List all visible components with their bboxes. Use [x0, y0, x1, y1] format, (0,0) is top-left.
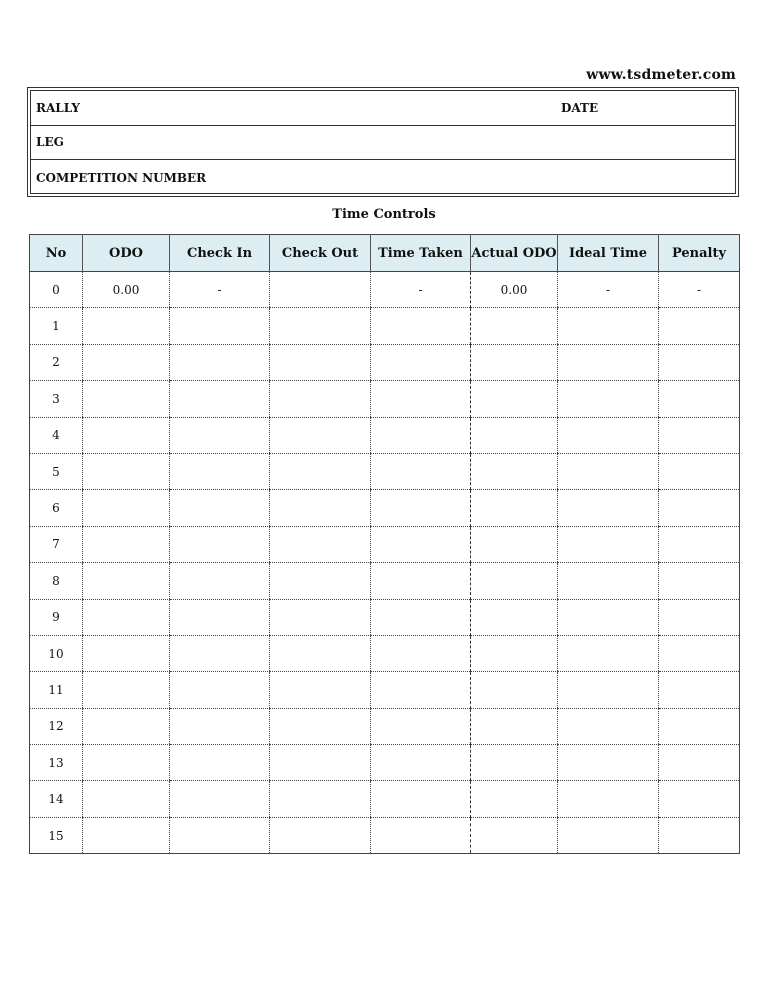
cell-check-out[interactable]	[270, 599, 371, 635]
cell-check-in[interactable]	[170, 599, 270, 635]
cell-check-out[interactable]	[270, 272, 371, 308]
cell-time-taken[interactable]	[371, 526, 471, 562]
cell-check-in[interactable]	[170, 563, 270, 599]
cell-ideal-time[interactable]	[558, 526, 659, 562]
cell-check-in[interactable]	[170, 490, 270, 526]
cell-time-taken[interactable]	[371, 599, 471, 635]
cell-check-out[interactable]	[270, 417, 371, 453]
cell-no: 1	[30, 308, 83, 344]
cell-time-taken[interactable]	[371, 490, 471, 526]
table-row	[30, 344, 740, 380]
cell-penalty[interactable]	[659, 417, 740, 453]
cell-ideal-time[interactable]	[558, 781, 659, 817]
leg-row[interactable]	[31, 126, 735, 161]
cell-ideal-time[interactable]	[558, 453, 659, 489]
col-header-actual-odo: Actual ODO	[471, 235, 558, 272]
cell-check-out[interactable]	[270, 526, 371, 562]
cell-actual-odo[interactable]	[471, 308, 558, 344]
cell-no: 11	[30, 672, 83, 708]
cell-penalty[interactable]	[659, 308, 740, 344]
cell-no: 8	[30, 563, 83, 599]
cell-no: 9	[30, 599, 83, 635]
col-header-odo: ODO	[83, 235, 170, 272]
cell-ideal-time[interactable]	[558, 708, 659, 744]
cell-actual-odo[interactable]	[471, 563, 558, 599]
cell-time-taken[interactable]	[371, 745, 471, 781]
cell-check-in[interactable]	[170, 672, 270, 708]
cell-check-in[interactable]	[170, 817, 270, 853]
table-row	[30, 745, 740, 781]
cell-check-out[interactable]	[270, 817, 371, 853]
cell-check-in[interactable]	[170, 344, 270, 380]
cell-no: 0	[30, 272, 83, 308]
cell-time-taken[interactable]	[371, 781, 471, 817]
cell-actual-odo[interactable]	[471, 745, 558, 781]
cell-actual-odo[interactable]: 0.00	[471, 272, 558, 308]
cell-check-out[interactable]	[270, 708, 371, 744]
cell-check-in[interactable]	[170, 453, 270, 489]
table-row	[30, 635, 740, 671]
cell-penalty[interactable]	[659, 745, 740, 781]
rally-info-inner	[30, 90, 736, 194]
cell-penalty[interactable]	[659, 635, 740, 671]
cell-penalty[interactable]	[659, 453, 740, 489]
cell-ideal-time[interactable]	[558, 817, 659, 853]
cell-ideal-time[interactable]	[558, 563, 659, 599]
cell-check-out[interactable]	[270, 672, 371, 708]
rally-label: RALLY	[36, 100, 80, 115]
cell-ideal-time[interactable]	[558, 599, 659, 635]
cell-odo[interactable]	[83, 526, 170, 562]
cell-no: 12	[30, 708, 83, 744]
website-url: www.tsdmeter.com	[586, 67, 736, 83]
cell-check-out[interactable]	[270, 490, 371, 526]
cell-check-in[interactable]	[170, 526, 270, 562]
cell-check-in[interactable]	[170, 745, 270, 781]
cell-actual-odo[interactable]	[471, 453, 558, 489]
competition-number-row[interactable]	[31, 160, 735, 195]
cell-no: 7	[30, 526, 83, 562]
cell-actual-odo[interactable]	[471, 490, 558, 526]
cell-no: 5	[30, 453, 83, 489]
rally-info-box	[27, 87, 739, 197]
cell-odo[interactable]	[83, 708, 170, 744]
cell-odo[interactable]	[83, 817, 170, 853]
cell-penalty[interactable]	[659, 490, 740, 526]
cell-time-taken[interactable]	[371, 453, 471, 489]
cell-odo[interactable]	[83, 781, 170, 817]
cell-ideal-time[interactable]	[558, 308, 659, 344]
time-controls-table	[29, 234, 740, 854]
cell-odo[interactable]	[83, 672, 170, 708]
cell-ideal-time[interactable]: -	[558, 272, 659, 308]
cell-odo[interactable]	[83, 308, 170, 344]
cell-time-taken[interactable]	[371, 308, 471, 344]
leg-label: LEG	[36, 135, 64, 150]
cell-actual-odo[interactable]	[471, 526, 558, 562]
cell-check-in[interactable]	[170, 781, 270, 817]
cell-odo[interactable]: 0.00	[83, 272, 170, 308]
cell-penalty[interactable]	[659, 526, 740, 562]
cell-check-out[interactable]	[270, 563, 371, 599]
col-header-check-out: Check Out	[270, 235, 371, 272]
cell-time-taken[interactable]	[371, 817, 471, 853]
col-header-time-taken: Time Taken	[371, 235, 471, 272]
cell-no: 6	[30, 490, 83, 526]
cell-penalty[interactable]: -	[659, 272, 740, 308]
cell-ideal-time[interactable]	[558, 417, 659, 453]
cell-odo[interactable]	[83, 453, 170, 489]
cell-ideal-time[interactable]	[558, 635, 659, 671]
table-row	[30, 381, 740, 417]
cell-actual-odo[interactable]	[471, 781, 558, 817]
cell-ideal-time[interactable]	[558, 672, 659, 708]
table-row	[30, 563, 740, 599]
cell-check-in[interactable]	[170, 635, 270, 671]
cell-odo[interactable]	[83, 490, 170, 526]
cell-penalty[interactable]	[659, 781, 740, 817]
cell-odo[interactable]	[83, 563, 170, 599]
cell-penalty[interactable]	[659, 817, 740, 853]
table-row	[30, 490, 740, 526]
cell-actual-odo[interactable]	[471, 672, 558, 708]
cell-check-in[interactable]	[170, 308, 270, 344]
table-row	[30, 672, 740, 708]
col-header-penalty: Penalty	[659, 235, 740, 272]
cell-no: 3	[30, 381, 83, 417]
table-header-row	[30, 235, 740, 272]
cell-check-in[interactable]	[170, 381, 270, 417]
cell-ideal-time[interactable]	[558, 745, 659, 781]
cell-time-taken[interactable]	[371, 635, 471, 671]
cell-check-out[interactable]	[270, 453, 371, 489]
cell-penalty[interactable]	[659, 708, 740, 744]
cell-check-out[interactable]	[270, 745, 371, 781]
cell-no: 13	[30, 745, 83, 781]
table-row	[30, 526, 740, 562]
cell-ideal-time[interactable]	[558, 490, 659, 526]
cell-check-in[interactable]	[170, 417, 270, 453]
cell-ideal-time[interactable]	[558, 381, 659, 417]
cell-odo[interactable]	[83, 599, 170, 635]
table-row	[30, 781, 740, 817]
cell-odo[interactable]	[83, 344, 170, 380]
cell-check-out[interactable]	[270, 635, 371, 671]
cell-time-taken[interactable]	[371, 708, 471, 744]
cell-ideal-time[interactable]	[558, 344, 659, 380]
cell-odo[interactable]	[83, 745, 170, 781]
date-label: DATE	[561, 100, 599, 115]
col-header-ideal-time: Ideal Time	[558, 235, 659, 272]
rally-row[interactable]	[31, 91, 735, 126]
col-header-check-in: Check In	[170, 235, 270, 272]
cell-penalty[interactable]	[659, 563, 740, 599]
cell-time-taken[interactable]	[371, 344, 471, 380]
table-row	[30, 453, 740, 489]
section-title: Time Controls	[332, 207, 436, 222]
cell-actual-odo[interactable]	[471, 381, 558, 417]
cell-actual-odo[interactable]	[471, 599, 558, 635]
cell-time-taken[interactable]	[371, 417, 471, 453]
cell-check-out[interactable]	[270, 781, 371, 817]
competition-number-label: COMPETITION NUMBER	[36, 170, 207, 185]
cell-odo[interactable]	[83, 381, 170, 417]
cell-time-taken[interactable]	[371, 672, 471, 708]
col-header-no: No	[30, 235, 83, 272]
cell-odo[interactable]	[83, 635, 170, 671]
table-row	[30, 272, 740, 308]
table-row	[30, 599, 740, 635]
table-row	[30, 417, 740, 453]
cell-check-out[interactable]	[270, 308, 371, 344]
cell-time-taken[interactable]	[371, 563, 471, 599]
cell-actual-odo[interactable]	[471, 417, 558, 453]
table-row	[30, 817, 740, 853]
cell-penalty[interactable]	[659, 672, 740, 708]
cell-no: 14	[30, 781, 83, 817]
cell-check-in[interactable]: -	[170, 272, 270, 308]
cell-actual-odo[interactable]	[471, 817, 558, 853]
cell-odo[interactable]	[83, 417, 170, 453]
cell-no: 2	[30, 344, 83, 380]
table-row	[30, 308, 740, 344]
cell-penalty[interactable]	[659, 344, 740, 380]
cell-no: 4	[30, 417, 83, 453]
cell-actual-odo[interactable]	[471, 708, 558, 744]
cell-time-taken[interactable]	[371, 381, 471, 417]
cell-check-in[interactable]	[170, 708, 270, 744]
cell-actual-odo[interactable]	[471, 344, 558, 380]
table-row	[30, 708, 740, 744]
cell-check-out[interactable]	[270, 344, 371, 380]
cell-no: 10	[30, 635, 83, 671]
cell-time-taken[interactable]: -	[371, 272, 471, 308]
cell-no: 15	[48, 828, 64, 843]
cell-penalty[interactable]	[659, 381, 740, 417]
cell-actual-odo[interactable]	[471, 635, 558, 671]
cell-check-out[interactable]	[270, 381, 371, 417]
cell-penalty[interactable]	[659, 599, 740, 635]
